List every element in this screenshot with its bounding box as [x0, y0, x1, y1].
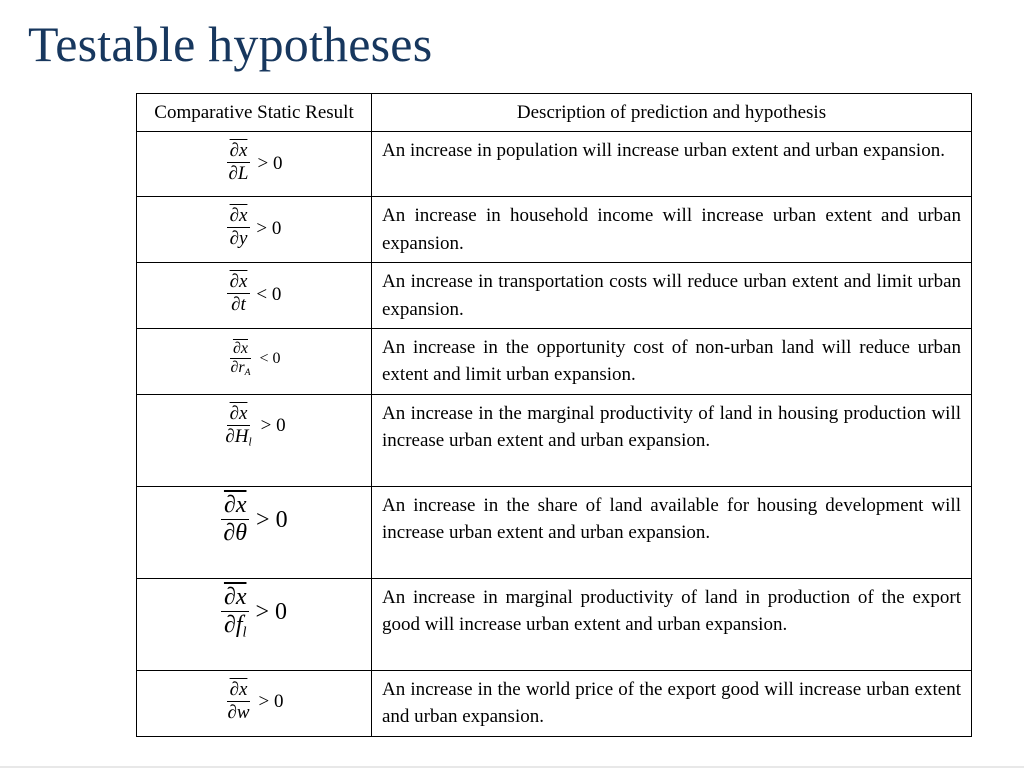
formula-operator: <: [256, 283, 268, 305]
formula-numerator: ∂x: [221, 584, 250, 613]
table-row: [137, 486, 972, 578]
formula-denominator: ∂r: [230, 359, 245, 377]
hypothesis-description: An increase in the marginal productivity of land in housing production will increase urban extent and urban expansion.: [372, 394, 972, 486]
formula-rhs: 0: [275, 506, 288, 533]
formula-denominator: ∂f: [223, 612, 243, 639]
derivative-formula: [226, 140, 283, 186]
hypothesis-description: An increase in household income will increase urban extent and urban expansion.: [372, 197, 972, 263]
comparative-static-cell: [137, 329, 372, 395]
formula-rhs: 0: [275, 598, 288, 625]
hypothesis-description: An increase in the world price of the export good will increase urban extent and urban expansion.: [372, 670, 972, 736]
formula-numerator: ∂x: [227, 679, 251, 702]
formula-denominator: ∂L: [228, 163, 249, 185]
hypothesis-description: An increase in population will increase urban extent and urban expansion.: [372, 132, 972, 197]
formula-rhs: 0: [271, 283, 282, 305]
derivative-formula: [227, 340, 280, 378]
formula-denominator-subscript: A: [244, 367, 251, 379]
comparative-static-cell: [137, 486, 372, 578]
column-header-description: Description of prediction and hypothesis: [372, 94, 972, 132]
formula-denominator: ∂H: [225, 425, 249, 447]
formula-denominator: ∂y: [229, 228, 248, 250]
table-row: [137, 670, 972, 736]
formula-denominator-subscript: l: [248, 436, 252, 449]
derivative-formula: [220, 492, 287, 549]
formula-operator: >: [256, 217, 268, 239]
table-row: [137, 394, 972, 486]
derivative-formula: [222, 403, 285, 449]
comparative-static-cell: [137, 670, 372, 736]
formula-operator: >: [260, 415, 272, 437]
page-title: Testable hypotheses: [28, 16, 433, 72]
formula-operator: >: [257, 152, 269, 174]
formula-rhs: 0: [274, 691, 284, 713]
comparative-static-cell: [137, 394, 372, 486]
formula-rhs: 0: [271, 217, 282, 239]
formula-numerator: ∂x: [227, 403, 251, 426]
formula-numerator: ∂x: [230, 340, 251, 359]
table-row: [137, 578, 972, 670]
formula-operator: >: [255, 598, 270, 625]
derivative-formula: [227, 205, 282, 251]
formula-numerator: ∂x: [221, 492, 250, 521]
derivative-formula: [221, 584, 287, 641]
table-row: [137, 263, 972, 329]
table-row: [137, 132, 972, 197]
formula-operator: <: [259, 350, 269, 368]
table-header-row: [137, 94, 972, 132]
table-row: [137, 329, 972, 395]
hypothesis-description: An increase in transportation costs will reduce urban extent and limit urban expansion.: [372, 263, 972, 329]
formula-denominator: ∂t: [231, 294, 246, 316]
formula-operator: >: [258, 691, 270, 713]
hypothesis-description: An increase in the opportunity cost of non-urban land will reduce urban extent and limit urban expansion.: [372, 329, 972, 395]
derivative-formula: [224, 679, 283, 725]
formula-denominator: ∂θ: [223, 520, 248, 547]
formula-operator: >: [256, 506, 270, 533]
comparative-static-cell: [137, 578, 372, 670]
formula-rhs: 0: [272, 350, 281, 368]
derivative-formula: [227, 271, 282, 317]
formula-numerator: ∂x: [227, 205, 251, 228]
formula-numerator: ∂x: [227, 140, 251, 163]
column-header-result: Comparative Static Result: [137, 94, 372, 132]
hypothesis-description: An increase in marginal productivity of land in production of the export good will increase urban extent and urban expansion.: [372, 578, 972, 670]
comparative-static-cell: [137, 197, 372, 263]
formula-denominator: ∂w: [227, 701, 250, 723]
comparative-static-cell: [137, 132, 372, 197]
formula-rhs: 0: [276, 415, 286, 437]
hypothesis-description: An increase in the share of land available for housing development will increase urban extent and urban expansion.: [372, 486, 972, 578]
formula-numerator: ∂x: [227, 271, 251, 294]
formula-denominator-subscript: l: [242, 624, 247, 641]
hypotheses-table: [136, 93, 972, 737]
formula-rhs: 0: [272, 152, 283, 174]
table-row: [137, 197, 972, 263]
comparative-static-cell: [137, 263, 372, 329]
